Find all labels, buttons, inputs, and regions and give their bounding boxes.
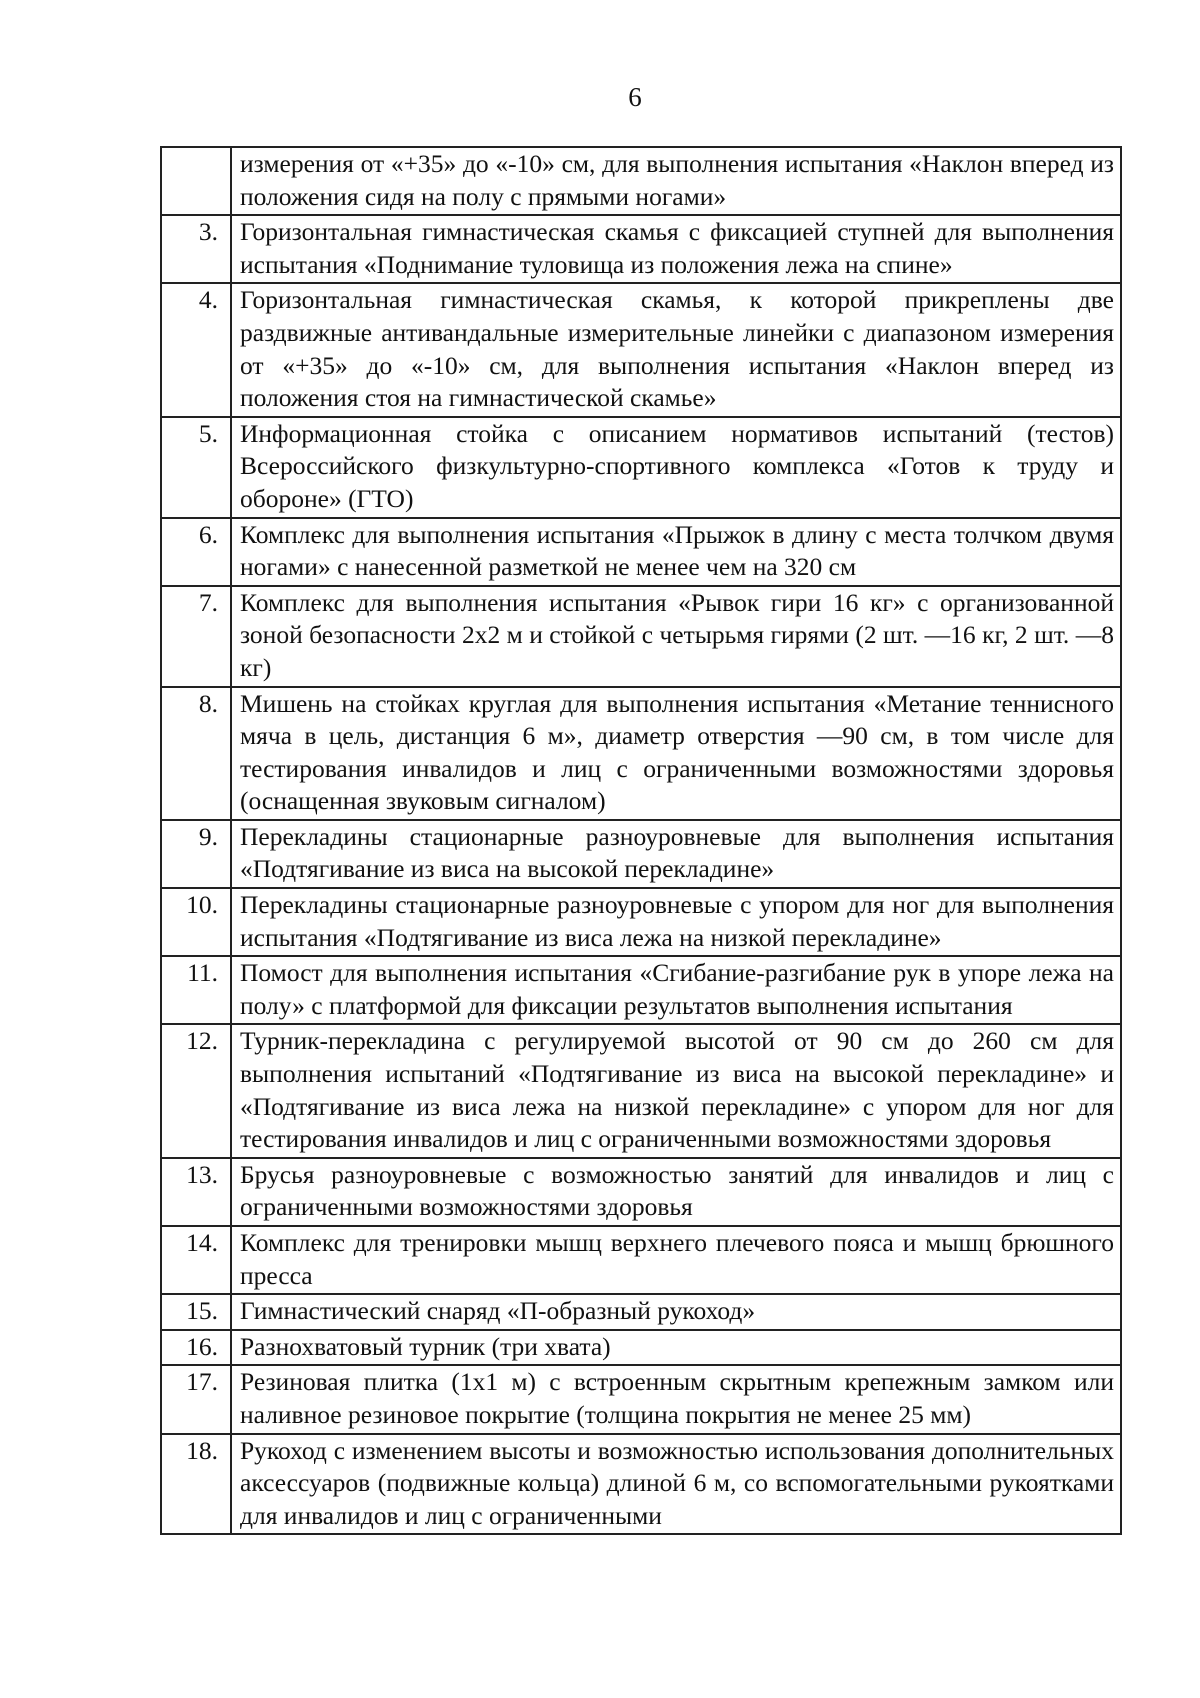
row-number-cell: 18. <box>161 1434 231 1535</box>
equipment-table <box>160 146 1122 1535</box>
row-number-cell: 17. <box>161 1365 231 1433</box>
equipment-description-cell: Разнохватовый турник (три хвата) <box>231 1330 1121 1366</box>
row-number-cell: 8. <box>161 687 231 820</box>
table-row <box>161 888 1121 956</box>
table-row <box>161 1158 1121 1226</box>
table-row <box>161 1330 1121 1366</box>
equipment-description-cell: Брусья разноуровневые с возможностью занятий для инвалидов и лиц с ограниченными возможностями здоровья <box>231 1158 1121 1226</box>
page-number: 6 <box>628 82 642 112</box>
equipment-description-cell: Комплекс для выполнения испытания «Прыжок в длину с места толчком двумя ногами» с нанесенной разметкой не менее чем на 320 см <box>231 518 1121 586</box>
table-row <box>161 1365 1121 1433</box>
table-row <box>161 586 1121 687</box>
equipment-description-cell: Горизонтальная гимнастическая скамья, к которой прикреплены две раздвижные антивандальные измерительные линейки с диапазоном измерения от «+35» до «-10» см, для выполнения испытания «Наклон вперед из положения стоя на гимнастической скамье» <box>231 283 1121 416</box>
equipment-description-cell: Информационная стойка с описанием нормативов испытаний (тестов) Всероссийского физкультурно-спортивного комплекса «Готов к труду и обороне» (ГТО) <box>231 417 1121 518</box>
equipment-description-cell: Горизонтальная гимнастическая скамья с фиксацией ступней для выполнения испытания «Поднимание туловища из положения лежа на спине» <box>231 215 1121 283</box>
equipment-description-cell: измерения от «+35» до «-10» см, для выполнения испытания «Наклон вперед из положения сидя на полу с прямыми ногами» <box>231 147 1121 215</box>
equipment-description-cell: Резиновая плитка (1х1 м) с встроенным скрытным крепежным замком или наливное резиновое покрытие (толщина покрытия не менее 25 мм) <box>231 1365 1121 1433</box>
row-number-cell: 5. <box>161 417 231 518</box>
row-number-cell: 7. <box>161 586 231 687</box>
row-number-cell: 13. <box>161 1158 231 1226</box>
table-row <box>161 820 1121 888</box>
row-number-cell: 11. <box>161 956 231 1024</box>
row-number-cell: 14. <box>161 1226 231 1294</box>
equipment-description-cell: Помост для выполнения испытания «Сгибание-разгибание рук в упоре лежа на полу» с платформой для фиксации результатов выполнения испытания <box>231 956 1121 1024</box>
equipment-description-cell: Комплекс для выполнения испытания «Рывок гири 16 кг» с организованной зоной безопасности 2х2 м и стойкой с четырьмя гирями (2 шт. —16 кг, 2 шт. —8 кг) <box>231 586 1121 687</box>
row-number-cell: 16. <box>161 1330 231 1366</box>
table-row <box>161 687 1121 820</box>
equipment-table-body <box>161 147 1121 1534</box>
row-number-cell: 10. <box>161 888 231 956</box>
equipment-description-cell: Гимнастический снаряд «П-образный рукоход» <box>231 1294 1121 1330</box>
table-row <box>161 417 1121 518</box>
row-number-cell: 12. <box>161 1024 231 1157</box>
equipment-description-cell: Перекладины стационарные разноуровневые для выполнения испытания «Подтягивание из виса на высокой перекладине» <box>231 820 1121 888</box>
equipment-description-cell: Комплекс для тренировки мышц верхнего плечевого пояса и мышц брюшного пресса <box>231 1226 1121 1294</box>
table-row <box>161 956 1121 1024</box>
table-row <box>161 518 1121 586</box>
table-row <box>161 1294 1121 1330</box>
row-number-cell: 3. <box>161 215 231 283</box>
equipment-description-cell: Турник-перекладина с регулируемой высотой от 90 см до 260 см для выполнения испытаний «Подтягивание из виса на высокой перекладине» и «Подтягивание из виса лежа на низкой перекладине» с упором для ног для тестирования инвалидов и лиц с ограниченными возможностями здоровья <box>231 1024 1121 1157</box>
row-number-cell: 4. <box>161 283 231 416</box>
equipment-description-cell: Перекладины стационарные разноуровневые с упором для ног для выполнения испытания «Подтягивание из виса лежа на низкой перекладине» <box>231 888 1121 956</box>
equipment-description-cell: Мишень на стойках круглая для выполнения испытания «Метание теннисного мяча в цель, дистанция 6 м», диаметр отверстия —90 см, в том числе для тестирования инвалидов и лиц с ограниченными возможностями здоровья (оснащенная звуковым сигналом) <box>231 687 1121 820</box>
row-number-cell: 9. <box>161 820 231 888</box>
equipment-description-cell: Рукоход с изменением высоты и возможностью использования дополнительных аксессуаров (подвижные кольца) длиной 6 м, со вспомогательными рукоятками для инвалидов и лиц с ограниченными <box>231 1434 1121 1535</box>
table-row <box>161 1226 1121 1294</box>
table-row <box>161 283 1121 416</box>
table-row <box>161 1434 1121 1535</box>
table-row <box>161 1024 1121 1157</box>
row-number-cell <box>161 147 231 215</box>
row-number-cell: 6. <box>161 518 231 586</box>
table-row <box>161 147 1121 215</box>
row-number-cell: 15. <box>161 1294 231 1330</box>
table-row <box>161 215 1121 283</box>
